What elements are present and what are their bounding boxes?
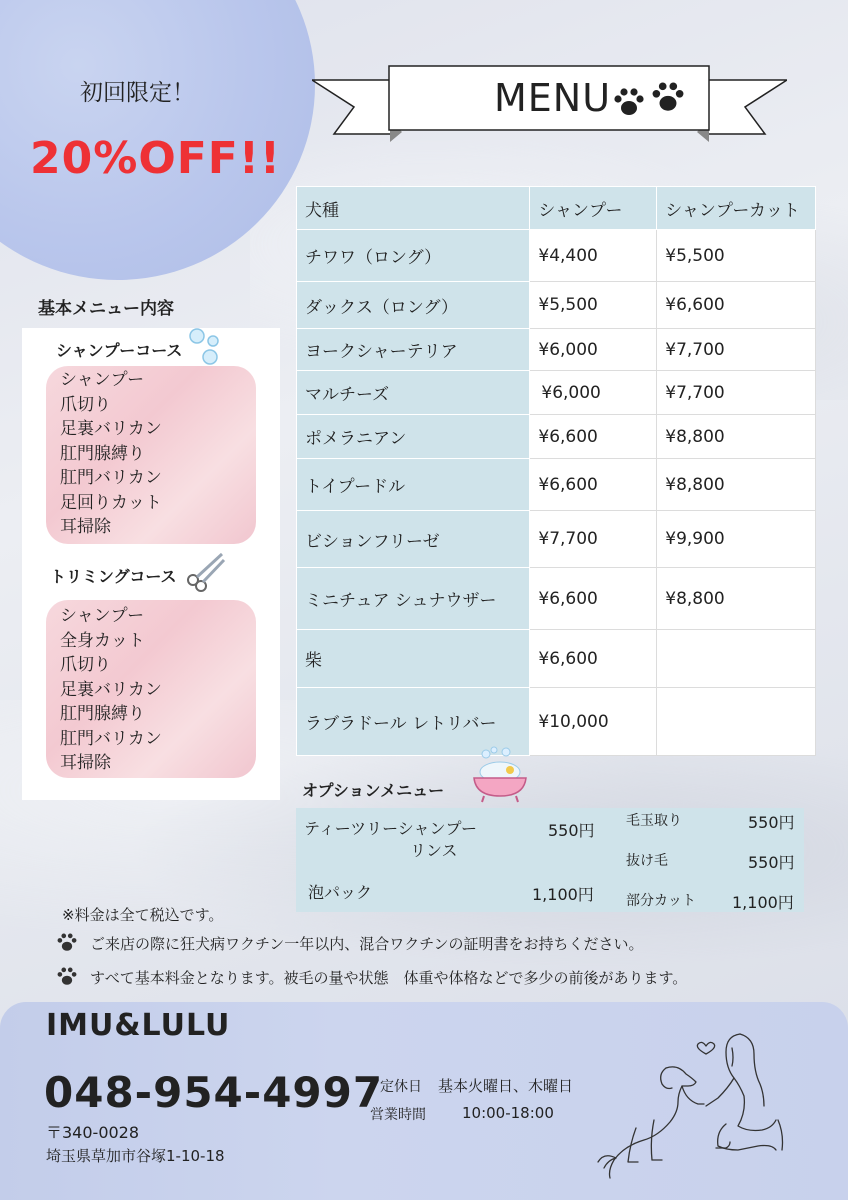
hours-label: 営業時間 — [370, 1107, 426, 1123]
option-name: 抜け毛 — [626, 853, 668, 869]
shampoo-price: ¥5,500 — [530, 282, 657, 329]
table-row — [297, 688, 816, 756]
list-item: 肛門腺縛り — [60, 443, 145, 464]
breed-cell: チワワ（ロング） — [297, 230, 530, 282]
bathtub-icon — [470, 744, 530, 804]
list-item: 肛門バリカン — [60, 728, 162, 749]
shampoo-price: ¥6,600 — [530, 630, 657, 688]
list-item: 爪切り — [60, 655, 111, 675]
list-item: 足回りカット — [60, 492, 162, 513]
list-item: 肛門腺縛り — [60, 704, 145, 724]
postal-code: 〒340-0028 — [46, 1123, 140, 1142]
shampoo-cut-price: ¥8,800 — [657, 459, 816, 511]
list-item: 耳掃除 — [60, 753, 111, 773]
tax-note: ※料金は全て税込です。 — [62, 906, 224, 924]
breed-cell: ダックス（ロング） — [297, 282, 530, 329]
breed-cell: ヨークシャーテリア — [297, 329, 530, 371]
list-item: 足裏バリカン — [60, 419, 162, 439]
bubbles-icon — [186, 326, 226, 368]
phone-number: 048-954-4997 — [44, 1068, 384, 1117]
shampoo-price: ¥6,000 — [530, 371, 657, 415]
breed-cell: トイプードル — [297, 459, 530, 511]
option-price: 550円 — [748, 853, 795, 872]
shampoo-cut-price: ¥6,600 — [657, 282, 816, 329]
option-price: 550円 — [548, 821, 595, 840]
paw-icon — [56, 966, 78, 988]
shampoo-price: ¥10,000 — [530, 688, 657, 756]
shampoo-price: ¥4,400 — [530, 230, 657, 282]
table-row — [297, 230, 816, 282]
shop-name: IMU&LULU — [46, 1008, 231, 1043]
menu-title: MENU — [494, 76, 612, 120]
vaccine-note: ご来店の際に狂犬病ワクチン一年以内、混合ワクチンの証明書をお持ちください。 — [90, 935, 644, 953]
shampoo-cut-price — [657, 688, 816, 756]
paw-icon — [56, 932, 78, 954]
option-menu-title: オプションメニュー — [302, 781, 445, 800]
list-item: 耳掃除 — [60, 517, 111, 537]
base-price-note: すべて基本料金となります。被毛の量や状態 体重や体格などで多少の前後があります。 — [90, 969, 688, 987]
option-menu-box — [296, 808, 804, 912]
breed-cell: ミニチュア シュナウザー — [297, 568, 530, 630]
paw-icon — [650, 80, 686, 116]
shampoo-course-title: シャンプーコース — [56, 341, 183, 360]
option-sub: リンス — [410, 841, 458, 860]
table-row — [297, 371, 816, 415]
table-row — [297, 329, 816, 371]
closed-days: 基本火曜日、木曜日 — [438, 1077, 574, 1095]
breed-cell: 柴 — [297, 630, 530, 688]
trimming-course-title: トリミングコース — [50, 567, 177, 586]
shampoo-price: ¥6,600 — [530, 459, 657, 511]
table-row — [297, 415, 816, 459]
price-table — [296, 186, 816, 756]
table-row — [297, 282, 816, 329]
scissors-icon — [184, 550, 226, 592]
shampoo-cut-price: ¥7,700 — [657, 329, 816, 371]
table-row — [297, 511, 816, 568]
discount-label: 20%OFF!! — [30, 133, 281, 184]
option-price: 1,100円 — [732, 893, 794, 912]
list-item: 肛門バリカン — [60, 468, 162, 488]
option-name: 部分カット — [626, 893, 696, 909]
shampoo-cut-price: ¥9,900 — [657, 511, 816, 568]
breed-cell: マルチーズ — [297, 371, 530, 415]
list-item: 爪切り — [60, 394, 111, 415]
option-name: 泡パック — [308, 883, 373, 902]
header-breed: 犬種 — [297, 187, 530, 230]
shampoo-price: ¥6,000 — [530, 329, 657, 371]
shampoo-price: ¥7,700 — [530, 511, 657, 568]
shampoo-price: ¥6,600 — [530, 415, 657, 459]
first-time-label: 初回限定！ — [80, 80, 195, 106]
option-price: 550円 — [748, 813, 795, 832]
option-name: ティーツリーシャンプー — [304, 819, 477, 838]
option-price: 1,100円 — [532, 885, 594, 904]
shampoo-cut-price: ¥8,800 — [657, 415, 816, 459]
dog-and-woman-illustration — [596, 1028, 806, 1188]
shampoo-cut-price: ¥7,700 — [657, 371, 816, 415]
table-row — [297, 568, 816, 630]
table-header-row — [297, 187, 816, 230]
header-shampoo: シャンプー — [530, 187, 657, 230]
table-row — [297, 630, 816, 688]
trimming-course-list — [60, 604, 162, 776]
shampoo-cut-price — [657, 630, 816, 688]
list-item: 足裏バリカン — [60, 679, 162, 700]
basic-menu-title: 基本メニュー内容 — [38, 299, 174, 319]
shampoo-price: ¥6,600 — [530, 568, 657, 630]
list-item: 全身カット — [60, 630, 145, 651]
breed-cell: ポメラニアン — [297, 415, 530, 459]
list-item: シャンプー — [60, 370, 145, 390]
list-item: シャンプー — [60, 606, 145, 626]
shampoo-cut-price: ¥8,800 — [657, 568, 816, 630]
breed-cell: ビションフリーゼ — [297, 511, 530, 568]
shampoo-cut-price: ¥5,500 — [657, 230, 816, 282]
paw-icon — [612, 86, 646, 120]
closed-label: 定休日 — [380, 1079, 422, 1095]
breed-cell: ラブラドール レトリバー — [297, 688, 530, 756]
address: 埼玉県草加市谷塚1-10-18 — [46, 1147, 225, 1165]
option-name: 毛玉取り — [626, 813, 682, 829]
table-row — [297, 459, 816, 511]
shampoo-course-list — [60, 368, 162, 540]
hours-value: 10:00-18:00 — [462, 1104, 554, 1122]
header-shampoo-cut: シャンプーカット — [657, 187, 816, 230]
